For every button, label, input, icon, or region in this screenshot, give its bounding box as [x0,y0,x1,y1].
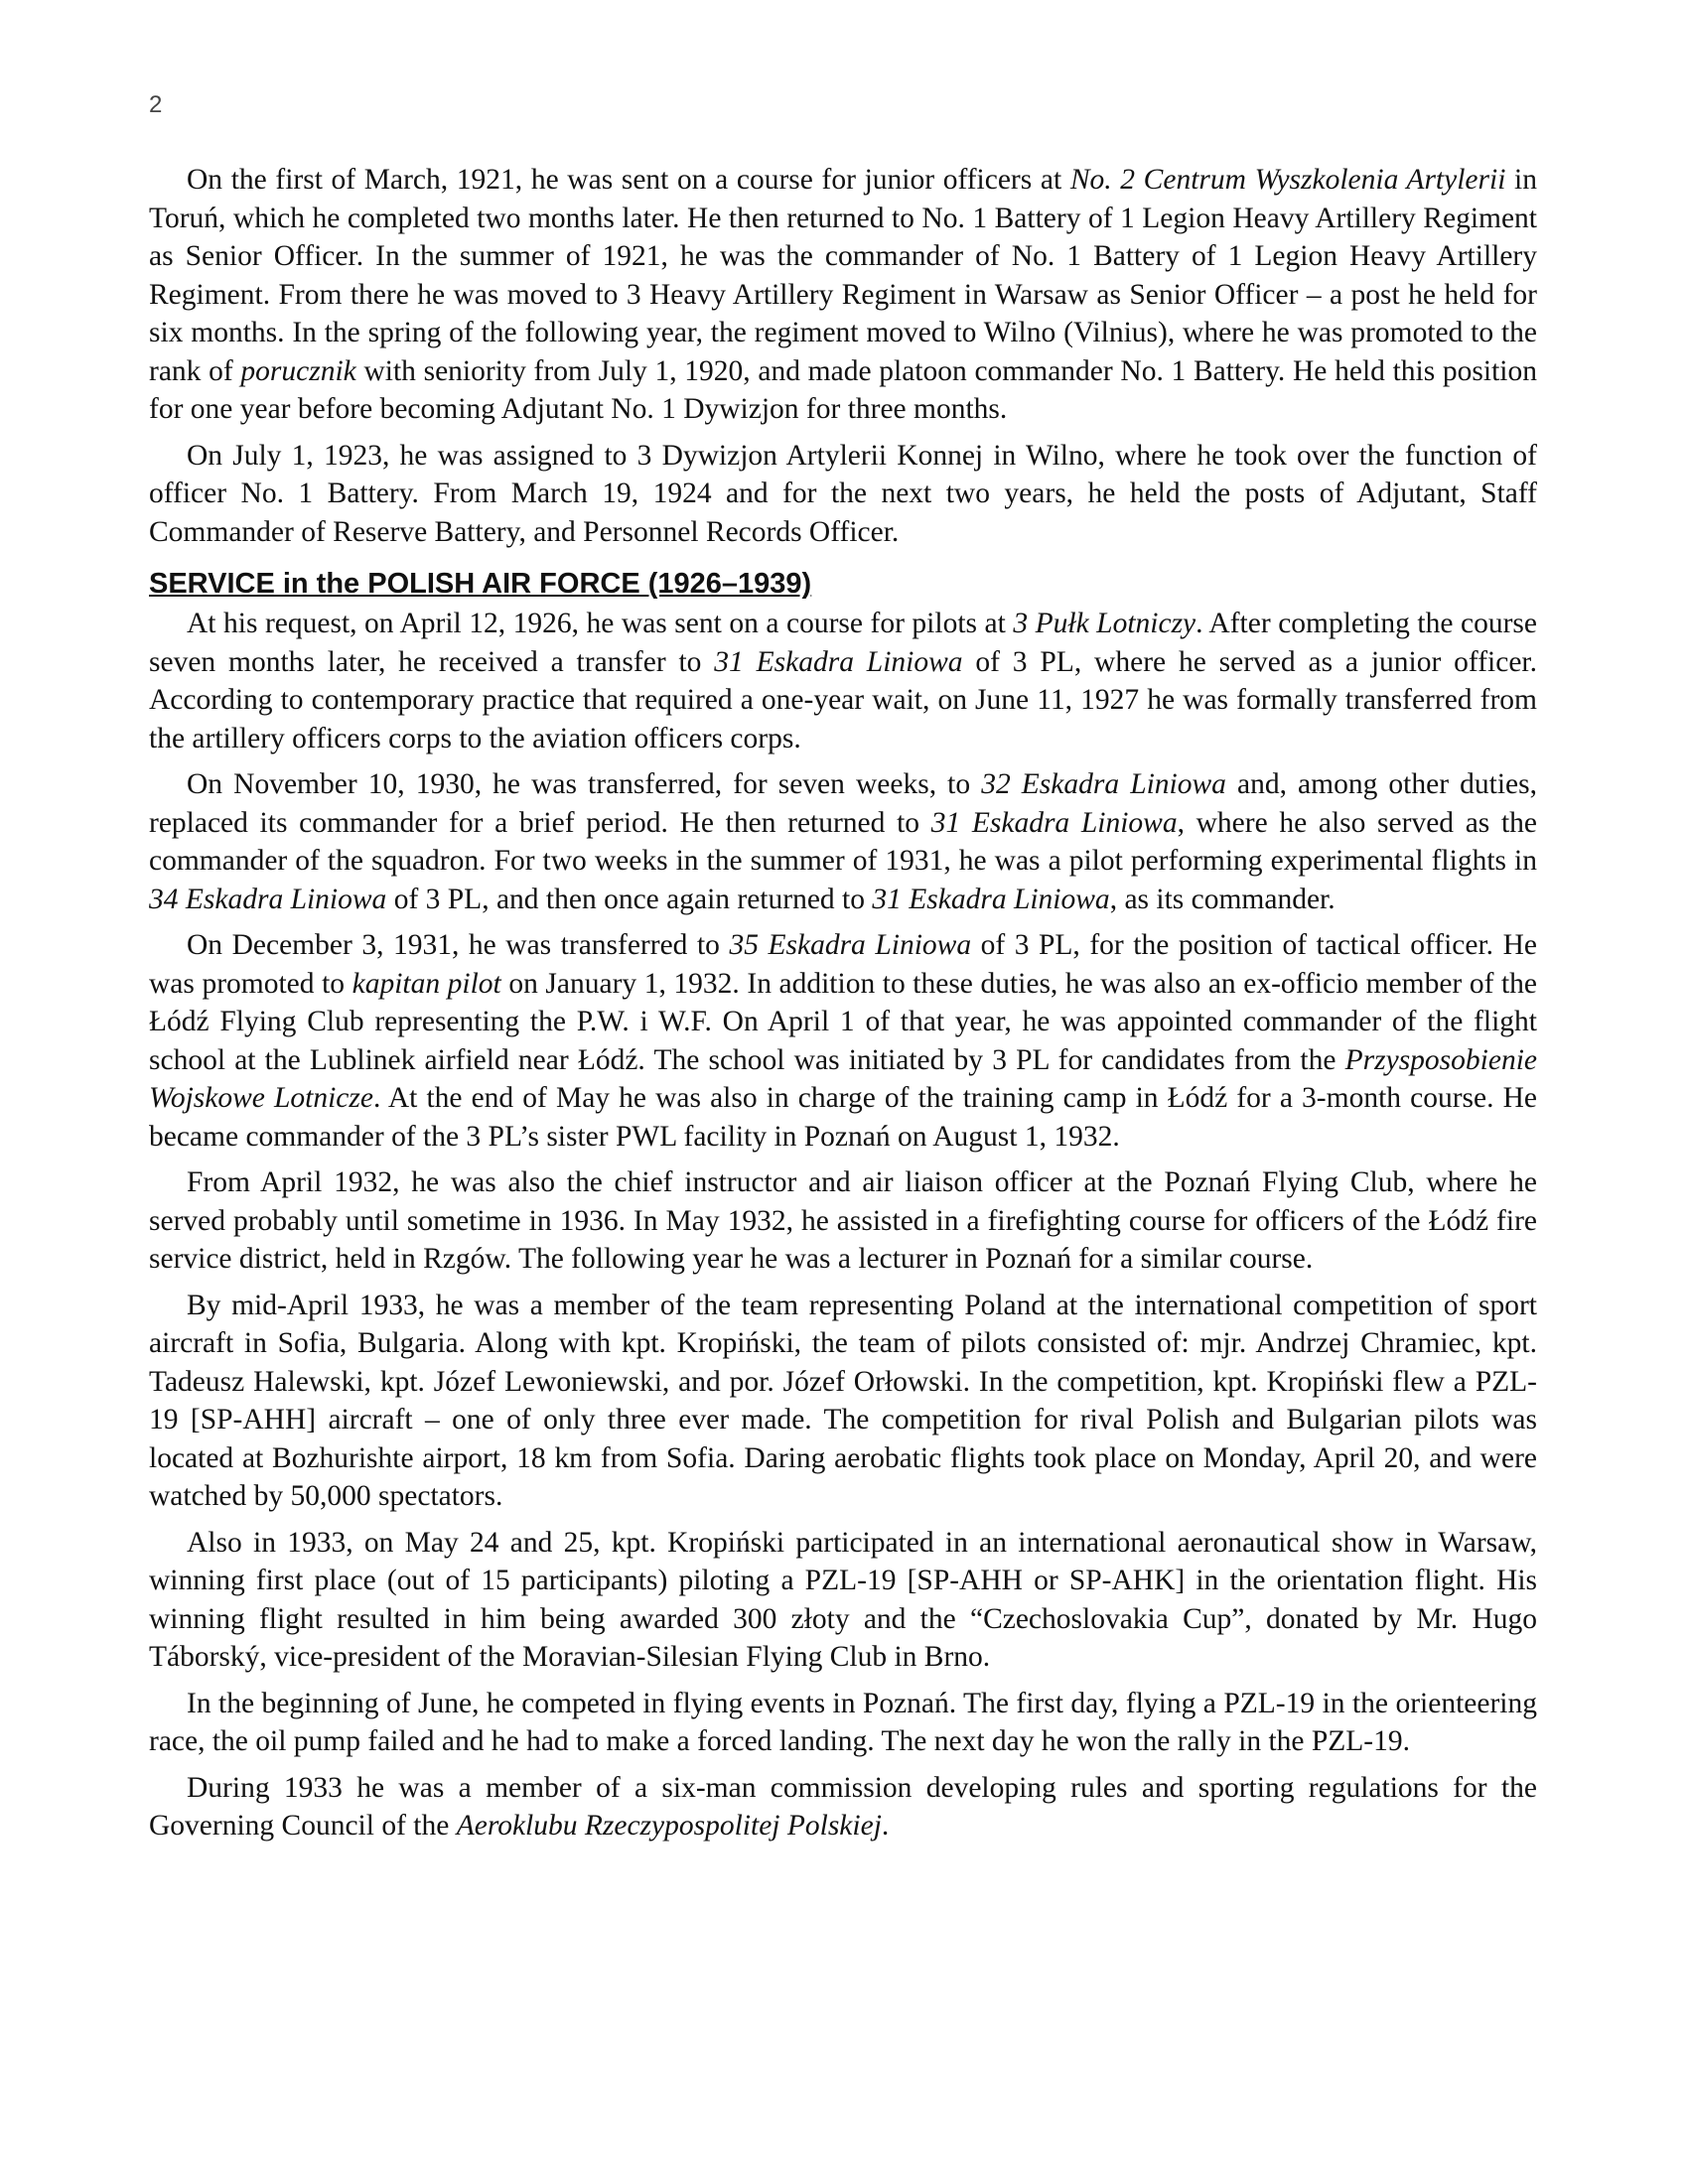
document-body [149,161,1537,1853]
paragraph-10: During 1933 he was a member of a six-man commission developing rules and sporting regulations for the Governing Council of the Aeroklubu Rzeczypospolitej Polskiej. [149,1771,1537,1842]
emphasis: 32 Eskadra Liniowa [981,768,1226,800]
page-number: 2 [149,91,163,118]
emphasis: Przysposobienie Wojskowe Lotnicze [149,1043,1537,1114]
emphasis: 31 Eskadra Liniowa [930,806,1178,839]
paragraph-8: Also in 1933, on May 24 and 25, kpt. Kropiński participated in an international aeronautical show in Warsaw, winning first place (out of 15 participants) piloting a PZL-19 [SP-AHH or SP-AHK] in the orientation flight. His winning flight resulted in him being awarded 300 złoty and the “Czechoslovakia Cup”, donated by Mr. Hugo Táborský, vice-president of the Moravian-Silesian Flying Club in Brno. [149,1526,1537,1673]
paragraph-7: By mid-April 1933, he was a member of the team representing Poland at the international competition of sport aircraft in Sofia, Bulgaria. Along with kpt. Kropiński, the team of pilots consisted of: mjr. Andrzej Chramiec, kpt. Tadeusz Halewski, kpt. Józef Lewoniewski, and por. Józef Orłowski. In the competition, kpt. Kropiński flew a PZL-19 [SP-AHH] aircraft – one of only three ever made. The competition for rival Polish and Bulgarian pilots was located at Bozhurishte airport, 18 km from Sofia. Daring aerobatic flights took place on Monday, April 20, and were watched by 50,000 spectators. [149,1289,1537,1512]
emphasis: Aeroklubu Rzeczypospolitej Polskiej [456,1810,882,1842]
paragraph-6: From April 1932, he was also the chief instructor and air liaison officer at the Poznań Flying Club, where he served probably until sometime in 1936. In May 1932, he assisted in a firefighting course for officers of the Łódź fire service district, held in Rzgów. The following year he was a lecturer in Poznań for a similar course. [149,1166,1537,1275]
emphasis: 3 Pułk Lotniczy [1013,608,1196,639]
paragraph-4: On November 10, 1930, he was transferred, for seven weeks, to 32 Eskadra Liniowa and, among other duties, replaced its commander for a brief period. He then returned to 31 Eskadra Liniowa, where he also served as the commander of the squadron. For two weeks in the summer of 1931, he was a pilot performing experimental flights in 34 Eskadra Liniowa of 3 PL, and then once again returned to 31 Eskadra Liniowa, as its commander. [149,768,1537,915]
paragraph-3: At his request, on April 12, 1926, he was sent on a course for pilots at 3 Pułk Lotniczy. After completing the course seven months later, he received a transfer to 31 Eskadra Liniowa of 3 PL, where he served as a junior officer. According to contemporary practice that required a one-year wait, on June 11, 1927 he was formally transferred from the artillery officers corps to the aviation officers corps. [149,608,1537,754]
paragraph-5: On December 3, 1931, he was transferred to 35 Eskadra Liniowa of 3 PL, for the position of tactical officer. He was promoted to kapitan pilot on January 1, 1932. In addition to these duties, he was also an ex-officio member of the Łódź Flying Club representing the P.W. i W.F. On April 1 of that year, he was appointed commander of the flight school at the Lublinek airfield near Łódź. The school was initiated by 3 PL for candidates from the Przysposobienie Wojskowe Lotnicze. At the end of May he was also in charge of the training camp in Łódź for a 3-month course. He became commander of the 3 PL’s sister PWL facility in Poznań on August 1, 1932. [149,929,1538,1153]
section-heading: SERVICE in the POLISH AIR FORCE (1926–1939) [149,568,812,600]
paragraph-9: In the beginning of June, he competed in flying events in Poznań. The first day, flying a PZL-19 in the orienteering race, the oil pump failed and he had to make a forced landing. The next day he won the rally in the PZL-19. [149,1687,1537,1757]
emphasis: kapitan pilot [352,967,501,1000]
paragraph-2: On July 1, 1923, he was assigned to 3 Dywizjon Artylerii Konnej in Wilno, where he took over the function of officer No. 1 Battery. From March 19, 1924 and for the next two years, he held the posts of Adjutant, Staff Commander of Reserve Battery, and Personnel Records Officer. [149,439,1537,548]
emphasis: No. 2 Centrum Wyszkolenia Artylerii [1069,164,1506,196]
paragraph-1: On the first of March, 1921, he was sent on a course for junior officers at No. 2 Centrum Wyszkolenia Artylerii in Toruń, which he completed two months later. He then returned to No. 1 Battery of 1 Legion Heavy Artillery Regiment as Senior Officer. In the summer of 1921, he was the commander of No. 1 Battery of 1 Legion Heavy Artillery Regiment. From there he was moved to 3 Heavy Artillery Regiment in Warsaw as Senior Officer – a post he held for six months. In the spring of the following year, the regiment moved to Wilno (Vilnius), where he was promoted to the rank of porucznik with seniority from July 1, 1920, and made platoon commander No. 1 Battery. He held this position for one year before becoming Adjutant No. 1 Dywizjon for three months. [149,164,1537,425]
emphasis: 35 Eskadra Liniowa [729,929,972,961]
emphasis: 34 Eskadra Liniowa [149,883,387,915]
emphasis: 31 Eskadra Liniowa [714,645,963,678]
emphasis: 31 Eskadra Liniowa [872,883,1110,915]
emphasis: porucznik [240,354,356,387]
